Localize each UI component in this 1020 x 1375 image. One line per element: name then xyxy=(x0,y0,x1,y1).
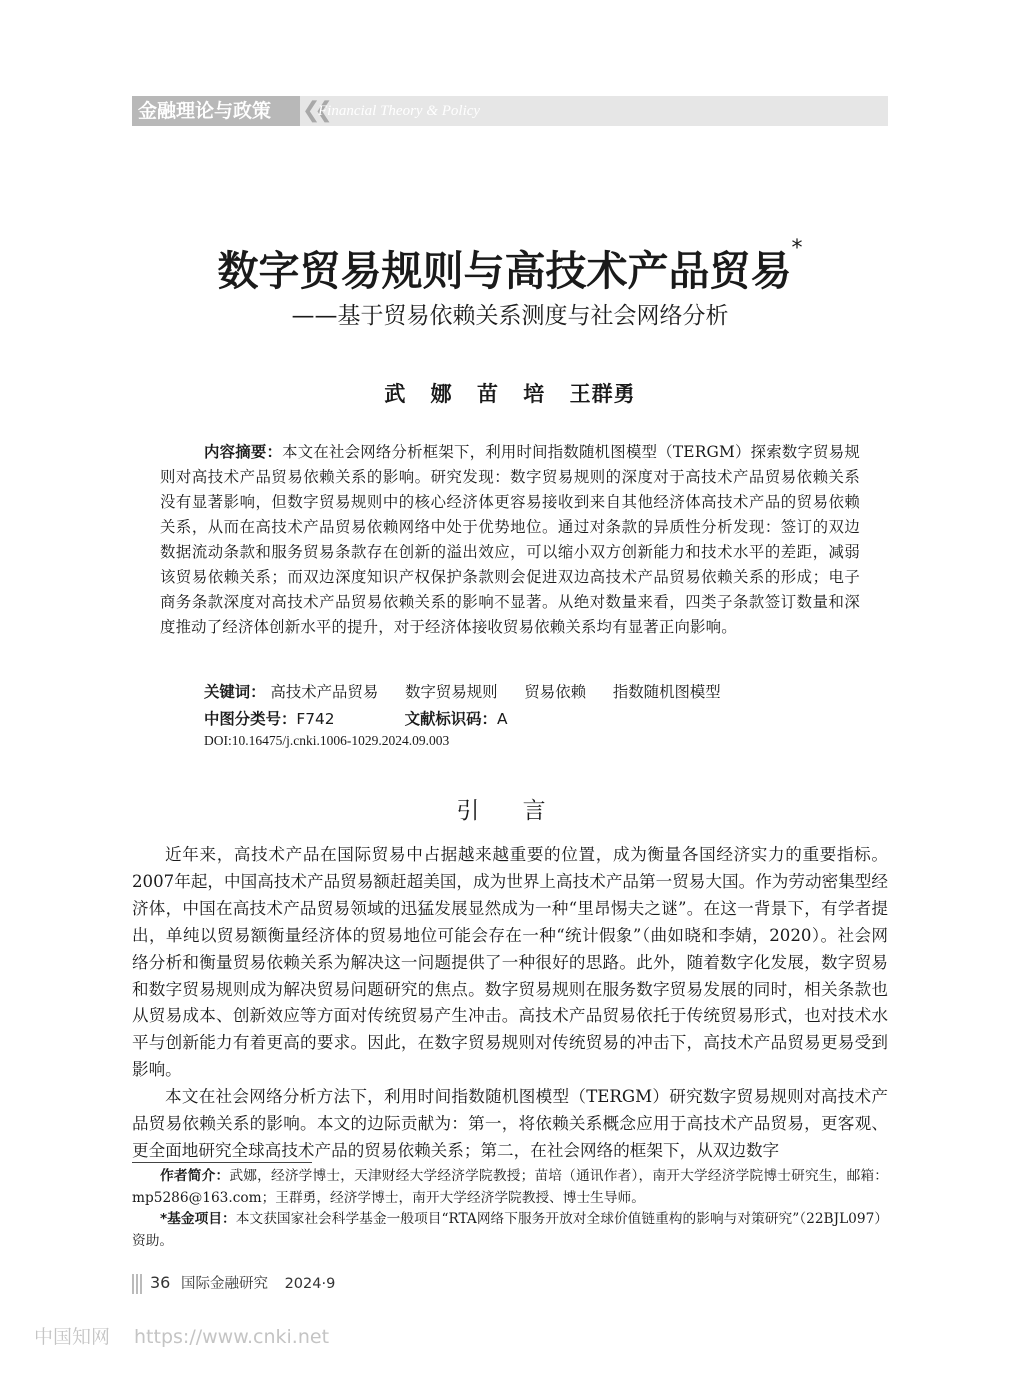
page-number: 36 xyxy=(150,1273,171,1292)
watermark-name: 中国知网 xyxy=(34,1326,111,1348)
fund-note-label: *基金项目： xyxy=(160,1211,236,1227)
journal-name: 国际金融研究 xyxy=(180,1276,268,1292)
footnotes xyxy=(132,1166,888,1252)
chevron-left-icon: ❮❮ xyxy=(302,98,327,123)
fund-note xyxy=(132,1209,888,1252)
doc-code-label: 文献标识码： xyxy=(404,710,497,728)
classification xyxy=(204,707,507,729)
article-authors: 武 娜 苗 培 王群勇 xyxy=(384,382,636,406)
clc-value: F742 xyxy=(296,710,335,728)
body-text xyxy=(132,842,888,1165)
section-heading: 引 言 xyxy=(456,798,564,824)
clc-label: 中图分类号： xyxy=(204,710,297,728)
keyword: 数字贸易规则 xyxy=(405,683,498,701)
keyword: 贸易依赖 xyxy=(524,683,586,701)
author-note-text: 武娜，经济学博士，天津财经大学经济学院教授；苗培（通讯作者），南开大学经济学院博士研究生，邮箱：mp5286@163.com；王群勇，经济学博士，南开大学经济学院教授、博士生导师。 xyxy=(132,1168,888,1206)
author-note-label: 作者简介： xyxy=(160,1168,230,1184)
author-note xyxy=(132,1166,888,1209)
article-subtitle: ——基于贸易依赖关系测度与社会网络分析 xyxy=(291,303,729,329)
watermark xyxy=(34,1322,329,1349)
journal-issue: 2024·9 xyxy=(284,1276,336,1292)
abstract-label: 内容摘要： xyxy=(204,443,283,461)
paragraph: 本文在社会网络分析方法下，利用时间指数随机图模型（TERGM）研究数字贸易规则对高技术产品贸易依赖关系的影响。本文的边际贡献为：第一，将依赖关系概念应用于高技术产品贸易，更客观、更全面地研究全球高技术产品的贸易依赖关系；第二，在社会网络的框架下，从双边数字 xyxy=(132,1087,888,1160)
footnote-divider xyxy=(132,1162,312,1163)
keyword: 指数随机图模型 xyxy=(612,683,721,701)
abstract xyxy=(160,440,860,640)
doi: DOI:10.16475/j.cnki.1006-1029.2024.09.003 xyxy=(204,733,450,748)
article-title: 数字贸易规则与高技术产品贸易* xyxy=(217,236,803,295)
keywords-label: 关键词： xyxy=(204,683,266,701)
keywords xyxy=(204,680,743,702)
doc-code-value: A xyxy=(496,710,508,728)
abstract-text: 本文在社会网络分析框架下，利用时间指数随机图模型（TERGM）探索数字贸易规则对高技术产品贸易依赖关系的影响。研究发现：数字贸易规则的深度对于高技术产品贸易依赖关系没有显著影响，但数字贸易规则中的核心经济体更容易接收到来自其他经济体高技术产品的贸易依赖关系，从而在高技术产品贸易依赖网络中处于优势地位。通过对条款的异质性分析发现：签订的双边数据流动条款和服务贸易条款存在创新的溢出效应，可以缩小双方创新能力和技术水平的差距，减弱该贸易依赖关系；而双边深度知识产权保护条款则会促进双边高技术产品贸易依赖关系的形成；电子商务条款深度对高技术产品贸易依赖关系的影响不显著。从绝对数量来看，四类子条款签订数量和深度推动了经济体创新水平的提升，对于经济体接收贸易依赖关系均有显著正向影响。 xyxy=(160,443,860,636)
page-footer xyxy=(132,1272,335,1294)
paragraph: 近年来，高技术产品在国际贸易中占据越来越重要的位置，成为衡量各国经济实力的重要指标。2007年起，中国高技术产品贸易额赶超美国，成为世界上高技术产品第一贸易大国。作为劳动密集型经济体，中国在高技术产品贸易领域的迅猛发展显然成为一种“里昂惕夫之谜”。在这一背景下，有学者提出，单纯以贸易额衡量经济体的贸易地位可能会存在一种“统计假象”（曲如晓和李婧，2020）。社会网络分析和衡量贸易依赖关系为解决这一问题提供了一种很好的思路。此外，随着数字化发展，数字贸易和数字贸易规则成为解决贸易问题研究的焦点。数字贸易规则在服务数字贸易发展的同时，相关条款也从贸易成本、创新效应等方面对传统贸易产生冲击。高技术产品贸易依托于传统贸易形式，也对技术水平与创新能力有着更高的要求。因此，在数字贸易规则对传统贸易的冲击下，高技术产品贸易更易受到影响。 xyxy=(132,845,888,1080)
footer-bars-icon xyxy=(132,1274,142,1294)
watermark-url[interactable]: https://www.cnki.net xyxy=(134,1326,330,1348)
keyword: 高技术产品贸易 xyxy=(270,683,379,701)
running-header xyxy=(132,96,888,126)
header-section-en: Financial Theory & Policy xyxy=(318,103,481,119)
title-footnote-mark: * xyxy=(791,236,803,261)
header-section-cn: 金融理论与政策 xyxy=(132,96,300,126)
fund-note-text: 本文获国家社会科学基金一般项目“RTA网络下服务开放对全球价值链重构的影响与对策研究”（22BJL097）资助。 xyxy=(132,1211,889,1249)
